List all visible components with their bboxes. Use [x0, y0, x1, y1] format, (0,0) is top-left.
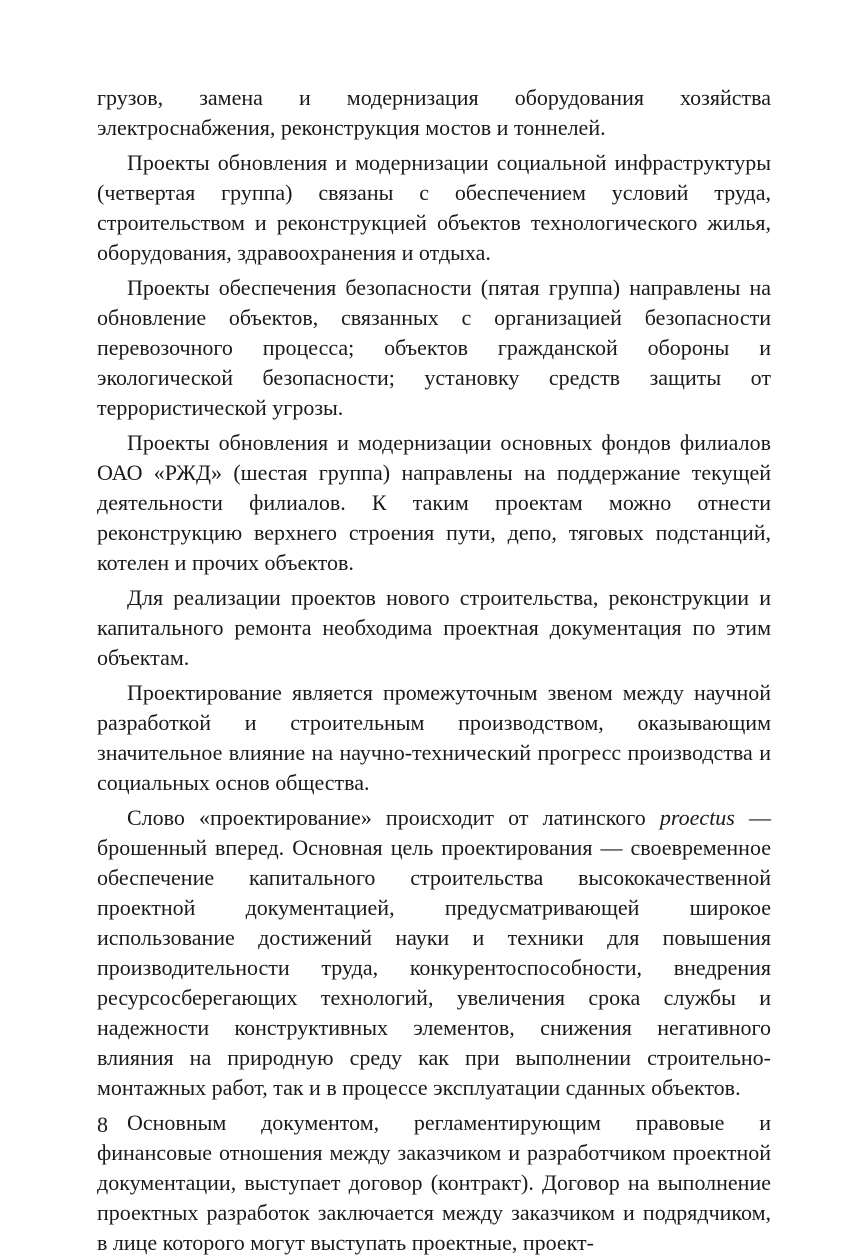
- paragraph-safety-projects: Проекты обеспечения безопасности (пятая группа) направлены на обновление объектов, связанных с организацией безопасности перевозочного процесса; объектов гражданской обороны и экологической безопасности; установку средств защиты от террористической угрозы.: [97, 275, 771, 420]
- page-number: 8: [97, 1112, 108, 1137]
- paragraph-branch-assets: Проекты обновления и модернизации основных фондов филиалов ОАО «РЖД» (шестая группа) направлены на поддержание текущей деятельности филиалов. К таким проектам можно отнести реконструкцию верхнего строения пути, депо, тяговых подстанций, котелен и прочих объектов.: [97, 430, 771, 575]
- paragraph-project-documentation: Для реализации проектов нового строительства, реконструкции и капитального ремонта необходима проектная документация по этим объектам.: [97, 585, 771, 670]
- paragraph-continuation: грузов, замена и модернизация оборудования хозяйства электроснабжения, реконструкция мостов и тоннелей.: [97, 85, 771, 140]
- latin-term: proectus: [659, 805, 735, 830]
- paragraph-contract: Основным документом, регламентирующим правовые и финансовые отношения между заказчиком и разработчиком проектной документации, выступает договор (контракт). Договор на выполнение проектных разработок заключается между заказчиком и подрядчиком, в лице которого могут выступать проектные, проект-: [97, 1110, 771, 1255]
- paragraph-design-role: Проектирование является промежуточным звеном между научной разработкой и строительным производством, оказывающим значительное влияние на научно-технический прогресс производства и социальных основ общества.: [97, 680, 771, 795]
- etymology-text-before: Слово «проектирование» происходит от латинского: [127, 805, 660, 830]
- paragraph-etymology: [97, 803, 771, 1103]
- page-body: [97, 83, 771, 1258]
- etymology-text-after: — брошенный вперед. Основная цель проектирования — своевременное обеспечение капитального строительства высококачественной проектной документацией, предусматривающей широкое использование достижений науки и техники для повышения производительности труда, конкурентоспособности, внедрения ресурсосберегающих технологий, увеличения срока службы и надежности конструктивных элементов, снижения негативного влияния на природную среду как при выполнении строительно-монтажных работ, так и в процессе эксплуатации сданных объектов.: [97, 805, 772, 1100]
- paragraph-social-infrastructure: Проекты обновления и модернизации социальной инфраструктуры (четвертая группа) связаны с обеспечением условий труда, строительством и реконструкцией объектов технологического жилья, оборудования, здравоохранения и отдыха.: [97, 150, 771, 265]
